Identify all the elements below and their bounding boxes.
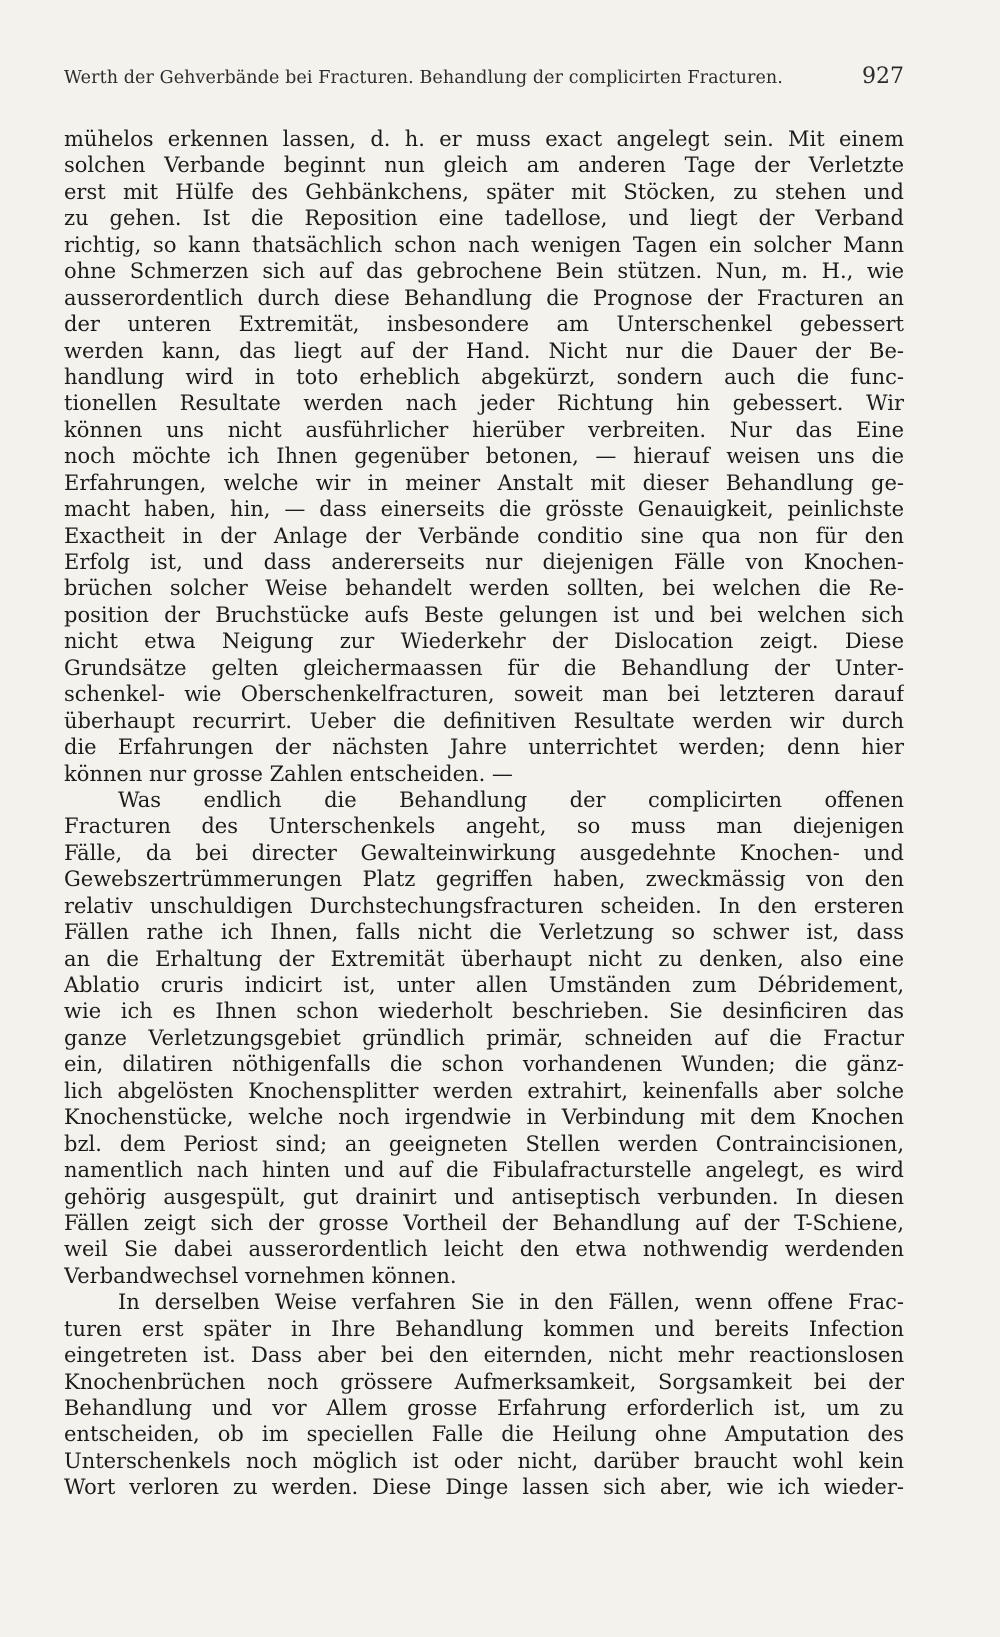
text-line: Grundsätze gelten gleichermaassen für die Behandlung der Unter- bbox=[64, 655, 904, 680]
running-title: Werth der Gehverbände bei Fracturen. Behandlung der complicirten Fracturen. bbox=[64, 68, 783, 88]
text-line: eingetreten ist. Dass aber bei den eiternden, nicht mehr reactionslosen bbox=[64, 1343, 904, 1368]
text-line: ganze Verletzungsgebiet gründlich primär, schneiden auf die Fractur bbox=[64, 1025, 904, 1050]
text-line: Erfahrungen, welche wir in meiner Anstalt mit dieser Behandlung ge- bbox=[64, 470, 904, 495]
text-line: relativ unschuldigen Durchstechungsfracturen scheiden. In den ersteren bbox=[64, 893, 904, 918]
text-line: weil Sie dabei ausserordentlich leicht den etwa nothwendig werdenden bbox=[64, 1237, 904, 1262]
text-line: position der Bruchstücke aufs Beste gelungen ist und bei welchen sich bbox=[64, 602, 904, 627]
text-line: lich abgelösten Knochensplitter werden extrahirt, keinenfalls aber solche bbox=[64, 1078, 904, 1103]
text-line: namentlich nach hinten und auf die Fibulafracturstelle angelegt, es wird bbox=[64, 1158, 904, 1183]
text-line: die Erfahrungen der nächsten Jahre unterrichtet werden; denn hier bbox=[64, 735, 904, 760]
text-line: ohne Schmerzen sich auf das gebrochene Bein stützen. Nun, m. H., wie bbox=[64, 259, 904, 284]
text-line: Gewebszertrümmerungen Platz gegriffen haben, zweckmässig von den bbox=[64, 867, 904, 892]
text-line: Fällen rathe ich Ihnen, falls nicht die Verletzung so schwer ist, dass bbox=[64, 920, 904, 945]
text-line: noch möchte ich Ihnen gegenüber betonen, — hierauf weisen uns die bbox=[64, 444, 904, 469]
text-line: Wort verloren zu werden. Diese Dinge lassen sich aber, wie ich wieder- bbox=[64, 1475, 904, 1500]
text-line: Unterschenkels noch möglich ist oder nicht, darüber braucht wohl kein bbox=[64, 1448, 904, 1473]
text-line: Fälle, da bei directer Gewalteinwirkung ausgedehnte Knochen- und bbox=[64, 840, 904, 865]
text-line: bzl. dem Periost sind; an geeigneten Stellen werden Contraincisionen, bbox=[64, 1131, 904, 1156]
text-line: werden kann, das liegt auf der Hand. Nicht nur die Dauer der Be- bbox=[64, 338, 904, 363]
text-line: mühelos erkennen lassen, d. h. er muss exact angelegt sein. Mit einem bbox=[64, 127, 904, 151]
text-line: In derselben Weise verfahren Sie in den Fällen, wenn offene Frac- bbox=[118, 1290, 904, 1315]
text-line: tionellen Resultate werden nach jeder Richtung hin gebessert. Wir bbox=[64, 391, 904, 416]
page-number: 927 bbox=[862, 64, 904, 89]
page-header bbox=[64, 64, 904, 94]
text-line: zu gehen. Ist die Reposition eine tadellose, und liegt der Verband bbox=[64, 206, 904, 231]
text-line: solchen Verbande beginnt nun gleich am anderen Tage der Verletzte bbox=[64, 153, 904, 178]
text-line: schenkel- wie Oberschenkelfracturen, soweit man bei letzteren darauf bbox=[64, 682, 904, 707]
text-line: Verbandwechsel vornehmen können. bbox=[64, 1263, 457, 1288]
text-line: ausserordentlich durch diese Behandlung die Prognose der Fracturen an bbox=[64, 285, 904, 310]
text-line: gehörig ausgespült, gut drainirt und antiseptisch verbunden. In diesen bbox=[64, 1184, 904, 1209]
text-line: Fracturen des Unterschenkels angeht, so muss man diejenigen bbox=[64, 814, 904, 839]
text-line: Fällen zeigt sich der grosse Vortheil der Behandlung auf der T-Schiene, bbox=[64, 1210, 904, 1235]
text-line: Knochenstücke, welche noch irgendwie in Verbindung mit dem Knochen bbox=[64, 1105, 904, 1130]
text-line: richtig, so kann thatsächlich schon nach wenigen Tagen ein solcher Mann bbox=[64, 232, 904, 257]
text-line: handlung wird in toto erheblich abgekürzt, sondern auch die func- bbox=[64, 364, 904, 389]
text-line: Was endlich die Behandlung der complicirten offenen bbox=[118, 787, 904, 812]
text-line: macht haben, hin, — dass einerseits die grösste Genauigkeit, peinlichste bbox=[64, 497, 904, 522]
text-line: ein, dilatiren nöthigenfalls die schon vorhandenen Wunden; die gänz- bbox=[64, 1052, 904, 1077]
text-line: an die Erhaltung der Extremität überhaupt nicht zu denken, also eine bbox=[64, 946, 904, 971]
text-line: Erfolg ist, und dass andererseits nur diejenigen Fälle von Knochen- bbox=[64, 550, 904, 574]
text-line: können uns nicht ausführlicher hierüber verbreiten. Nur das Eine bbox=[64, 417, 904, 442]
text-line: wie ich es Ihnen schon wiederholt beschrieben. Sie desinficiren das bbox=[64, 999, 904, 1024]
text-line: brüchen solcher Weise behandelt werden sollten, bei welchen die Re- bbox=[64, 576, 904, 601]
text-line: der unteren Extremität, insbesondere am Unterschenkel gebessert bbox=[64, 312, 904, 337]
text-line: turen erst später in Ihre Behandlung kommen und bereits Infection bbox=[64, 1316, 904, 1341]
body-text bbox=[64, 126, 904, 1501]
text-line: Behandlung und vor Allem grosse Erfahrung erforderlich ist, um zu bbox=[64, 1396, 904, 1420]
text-line: überhaupt recurrirt. Ueber die definitiven Resultate werden wir durch bbox=[64, 708, 904, 733]
text-line: Knochenbrüchen noch grössere Aufmerksamkeit, Sorgsamkeit bei der bbox=[64, 1369, 904, 1394]
text-line: Exactheit in der Anlage der Verbände conditio sine qua non für den bbox=[64, 523, 904, 548]
text-line: entscheiden, ob im speciellen Falle die Heilung ohne Amputation des bbox=[64, 1422, 904, 1447]
text-line: können nur grosse Zahlen entscheiden. — bbox=[64, 761, 513, 786]
text-line: erst mit Hülfe des Gehbänkchens, später mit Stöcken, zu stehen und bbox=[64, 179, 904, 204]
text-line: Ablatio cruris indicirt ist, unter allen Umständen zum Débridement, bbox=[64, 973, 904, 997]
text-line: nicht etwa Neigung zur Wiederkehr der Dislocation zeigt. Diese bbox=[64, 629, 904, 654]
